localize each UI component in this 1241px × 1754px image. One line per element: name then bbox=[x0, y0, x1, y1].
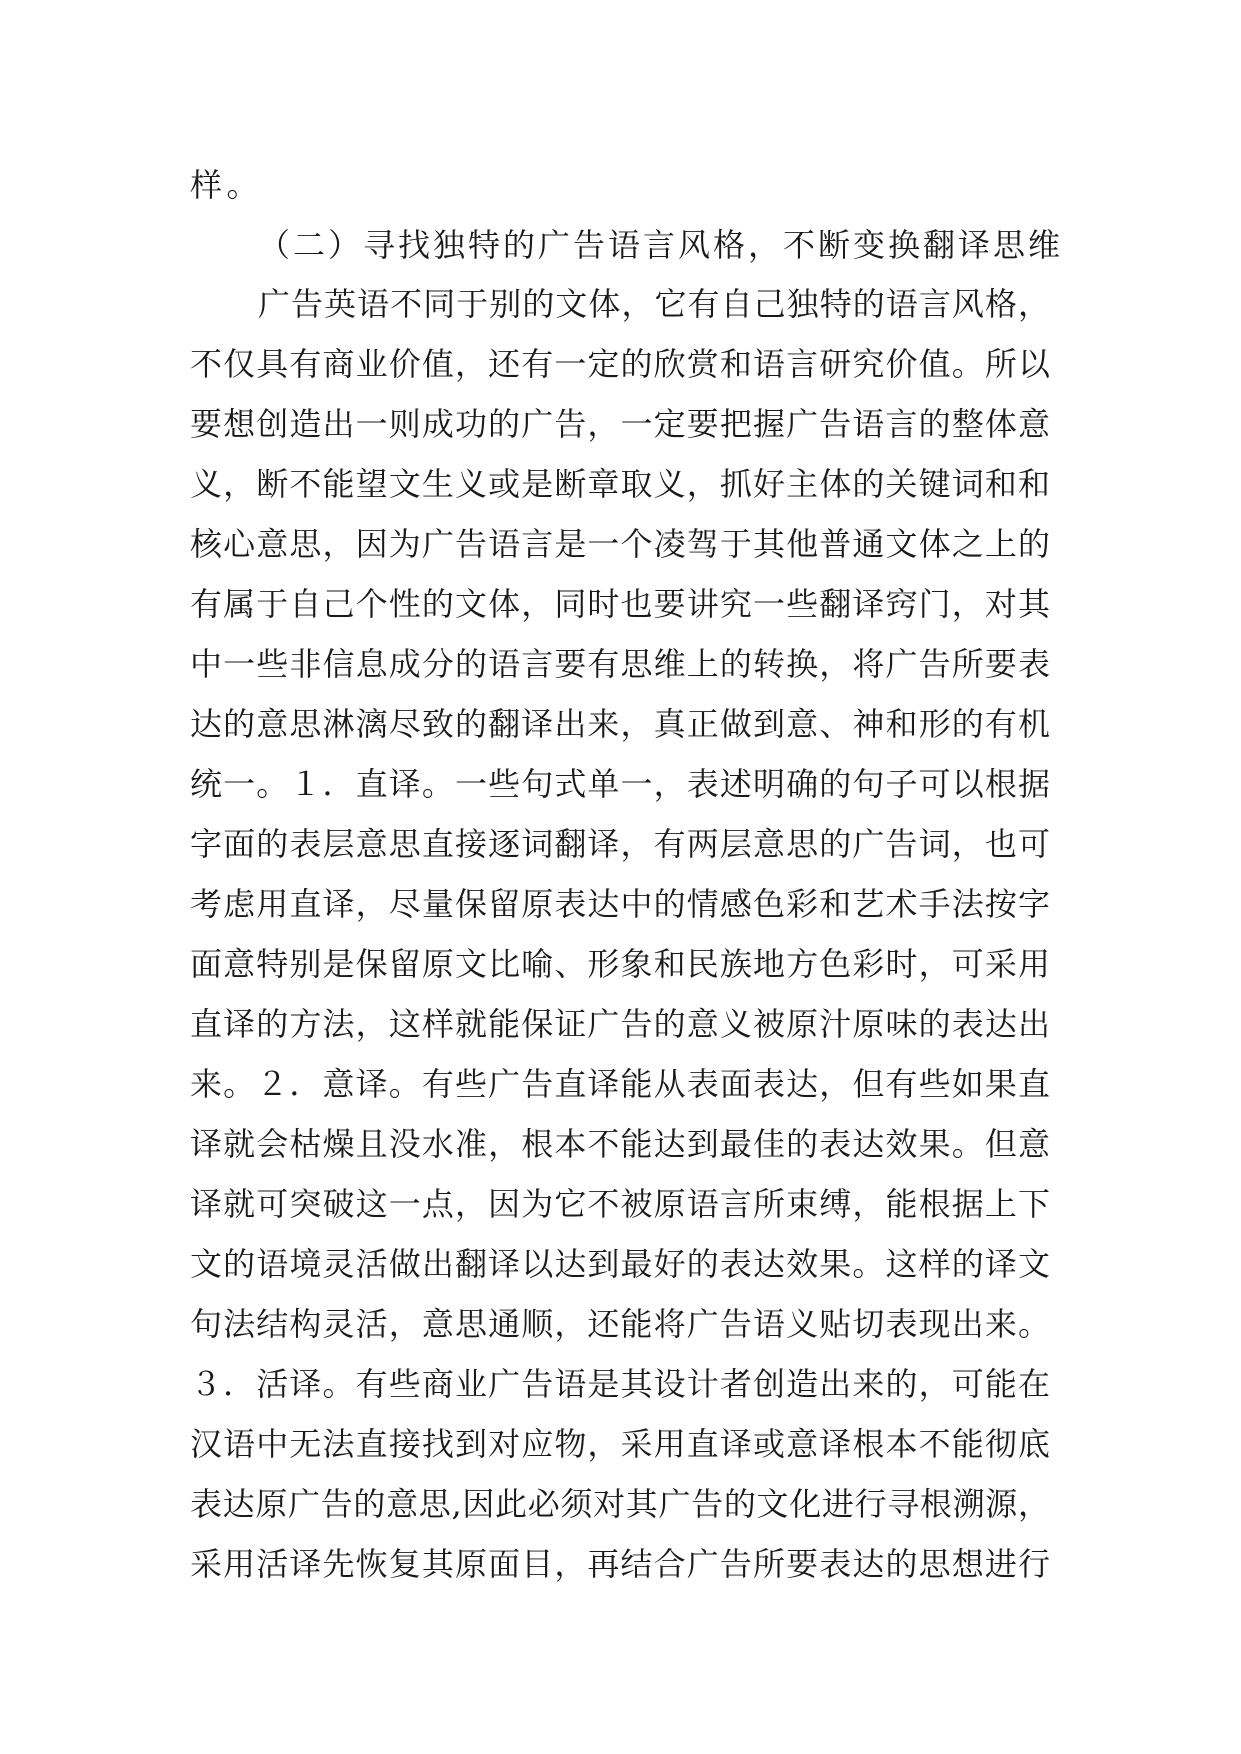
text-line-4: 不仅具有商业价值，还有一定的欣赏和语言研究价值。所以 bbox=[190, 345, 1050, 383]
text-line-9: 中一些非信息成分的语言要有思维上的转换，将广告所要表 bbox=[190, 645, 1050, 683]
text-line-21: ３．活译。有些商业广告语是其设计者创造出来的，可能在 bbox=[190, 1365, 1050, 1403]
text-line-24: 采用活译先恢复其原面目，再结合广告所要表达的思想进行 bbox=[190, 1545, 1050, 1583]
text-line-7: 核心意思，因为广告语言是一个凌驾于其他普通文体之上的 bbox=[190, 525, 1050, 563]
text-line-18: 译就可突破这一点，因为它不被原语言所束缚，能根据上下 bbox=[190, 1185, 1050, 1223]
text-line-13: 考虑用直译，尽量保留原表达中的情感色彩和艺术手法按字 bbox=[190, 885, 1050, 923]
text-line-5: 要想创造出一则成功的广告，一定要把握广告语言的整体意 bbox=[190, 405, 1050, 443]
text-line-3: 广告英语不同于别的文体，它有自己独特的语言风格， bbox=[258, 285, 1050, 323]
text-line-11: 统一。１．直译。一些句式单一，表述明确的句子可以根据 bbox=[190, 765, 1050, 803]
section-heading: （二）寻找独特的广告语言风格，不断变换翻译思维 bbox=[258, 226, 1064, 264]
text-line-6: 义，断不能望文生义或是断章取义，抓好主体的关键词和和 bbox=[190, 465, 1050, 503]
text-line-14: 面意特别是保留原文比喻、形象和民族地方色彩时，可采用 bbox=[190, 945, 1050, 983]
text-line-23: 表达原广告的意思,因此必须对其广告的文化进行寻根溯源， bbox=[190, 1485, 1050, 1523]
text-line-22: 汉语中无法直接找到对应物，采用直译或意译根本不能彻底 bbox=[190, 1425, 1050, 1463]
text-line-20: 句法结构灵活，意思通顺，还能将广告语义贴切表现出来。 bbox=[190, 1305, 1050, 1343]
text-line-19: 文的语境灵活做出翻译以达到最好的表达效果。这样的译文 bbox=[190, 1245, 1050, 1283]
text-line-16: 来。２．意译。有些广告直译能从表面表达，但有些如果直 bbox=[190, 1065, 1050, 1103]
text-line-8: 有属于自己个性的文体，同时也要讲究一些翻译窍门，对其 bbox=[190, 585, 1050, 623]
text-line-17: 译就会枯燥且没水准，根本不能达到最佳的表达效果。但意 bbox=[190, 1125, 1050, 1163]
text-line-15: 直译的方法，这样就能保证广告的意义被原汁原味的表达出 bbox=[190, 1005, 1050, 1043]
text-line-12: 字面的表层意思直接逐词翻译，有两层意思的广告词，也可 bbox=[190, 825, 1050, 863]
text-line-1: 样。 bbox=[190, 166, 264, 204]
text-line-10: 达的意思淋漓尽致的翻译出来，真正做到意、神和形的有机 bbox=[190, 705, 1050, 743]
